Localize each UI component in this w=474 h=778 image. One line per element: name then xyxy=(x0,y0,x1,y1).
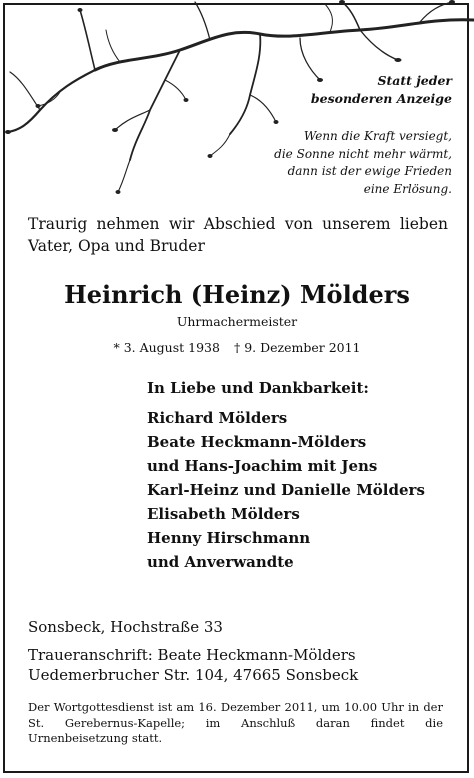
poem-line: Wenn die Kraft versiegt, xyxy=(303,129,452,143)
contact-line: Uedemerbrucher Str. 104, 47665 Sonsbeck xyxy=(28,666,359,684)
poem-line: die Sonne nicht mehr wärmt, xyxy=(274,146,452,161)
deceased-profession: Uhrmachermeister xyxy=(176,314,298,329)
mourners-heading: In Liebe und Dankbarkeit: xyxy=(147,379,369,397)
mourner-name: und Anverwandte xyxy=(147,553,294,571)
poem xyxy=(274,128,452,198)
intro-text: Traurig nehmen wir Abschied von unserem lieben Vater, Opa und Bruder xyxy=(28,215,448,255)
mourners-list xyxy=(147,378,425,574)
life-dates xyxy=(0,340,474,356)
poem-line: dann ist der ewige Frieden xyxy=(287,164,452,178)
mourner-name: und Hans-Joachim mit Jens xyxy=(147,457,378,475)
service-info: Der Wortgottesdienst ist am 16. Dezember 2011, um 10.00 Uhr in der St. Gerebernus-Kapelle; im Anschluß daran findet die Urnenbeisetzung statt. xyxy=(28,700,443,745)
notice-line: Statt jeder xyxy=(377,73,452,88)
notice-text xyxy=(311,72,452,108)
contact-line: Traueranschrift: Beate Heckmann-Mölders xyxy=(28,646,356,664)
death-date: † 9. Dezember 2011 xyxy=(233,340,361,355)
deceased-name: Heinrich (Heinz) Mölders xyxy=(64,280,410,309)
family-address: Sonsbeck, Hochstraße 33 xyxy=(28,618,223,636)
mourner-name: Richard Mölders xyxy=(147,409,288,427)
poem-line: eine Erlösung. xyxy=(363,181,452,196)
mourner-name: Beate Heckmann-Mölders xyxy=(147,433,367,451)
mourning-contact-address xyxy=(28,645,358,685)
mourner-name: Henny Hirschmann xyxy=(147,529,311,547)
notice-line: besonderen Anzeige xyxy=(310,91,452,106)
mourner-name: Karl-Heinz und Danielle Mölders xyxy=(147,481,425,499)
mourner-name: Elisabeth Mölders xyxy=(147,505,300,523)
birth-date: * 3. August 1938 xyxy=(113,340,220,355)
